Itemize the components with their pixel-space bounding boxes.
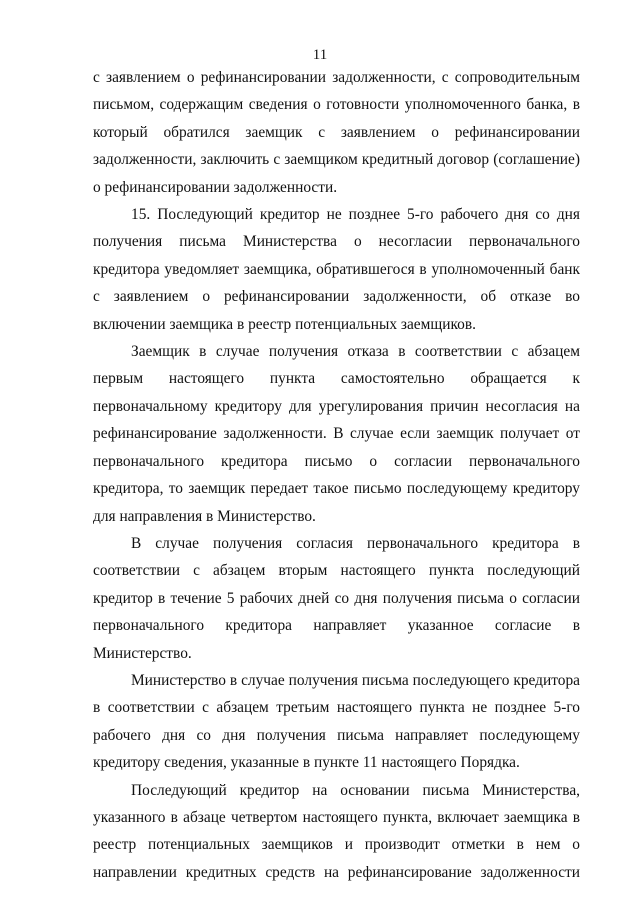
paragraph: Заемщик в случае получения отказа в соответствии с абзацем первым настоящего пункта самостоятельно обращается к первоначальному кредитору для урегулирования причин несогласия на рефинансирование задолженности. В случае если заемщик получает от первоначального кредитора письмо о согласии первоначального кредитора, то заемщик передает такое письмо последующему кредитору для направления в Министерство. — [93, 343, 580, 525]
paragraph: Последующий кредитор на основании письма Министерства, указанного в абзаце четвертом настоящего пункта, включает заемщика в реестр потенциальных заемщиков и производит отметки в нем о направлении кредитных средств на рефинансирование задолженности — [93, 781, 580, 881]
page-number: 11 — [312, 47, 328, 63]
paragraph: с заявлением о рефинансировании задолженности, с сопроводительным письмом, содержащим сведения о готовности уполномоченного банка, в который обратился заемщик с заявлением о рефинансировании задолженности, заключить с заемщиком кредитный договор (соглашение) о рефинансировании задолженности. — [93, 69, 580, 196]
paragraph: Министерство в случае получения письма последующего кредитора в соответствии с абзацем третьим настоящего пункта не позднее 5-го рабочего дня со дня получения письма направляет последующему кредитору сведения, указанные в пункте 11 настоящего Порядка. — [93, 671, 580, 772]
paragraph: 15. Последующий кредитор не позднее 5-го рабочего дня со дня получения письма Министерства о несогласии первоначального кредитора уведомляет заемщика, обратившегося в уполномоченный банк с заявлением о рефинансировании задолженности, об отказе во включении заемщика в реестр потенциальных заемщиков. — [93, 206, 580, 333]
paragraph: В случае получения согласия первоначального кредитора в соответствии с абзацем вторым настоящего пункта последующий кредитор в течение 5 рабочих дней со дня получения письма о согласии первоначального кредитора направляет указанное согласие в Министерство. — [93, 534, 580, 662]
document-body — [93, 64, 580, 886]
